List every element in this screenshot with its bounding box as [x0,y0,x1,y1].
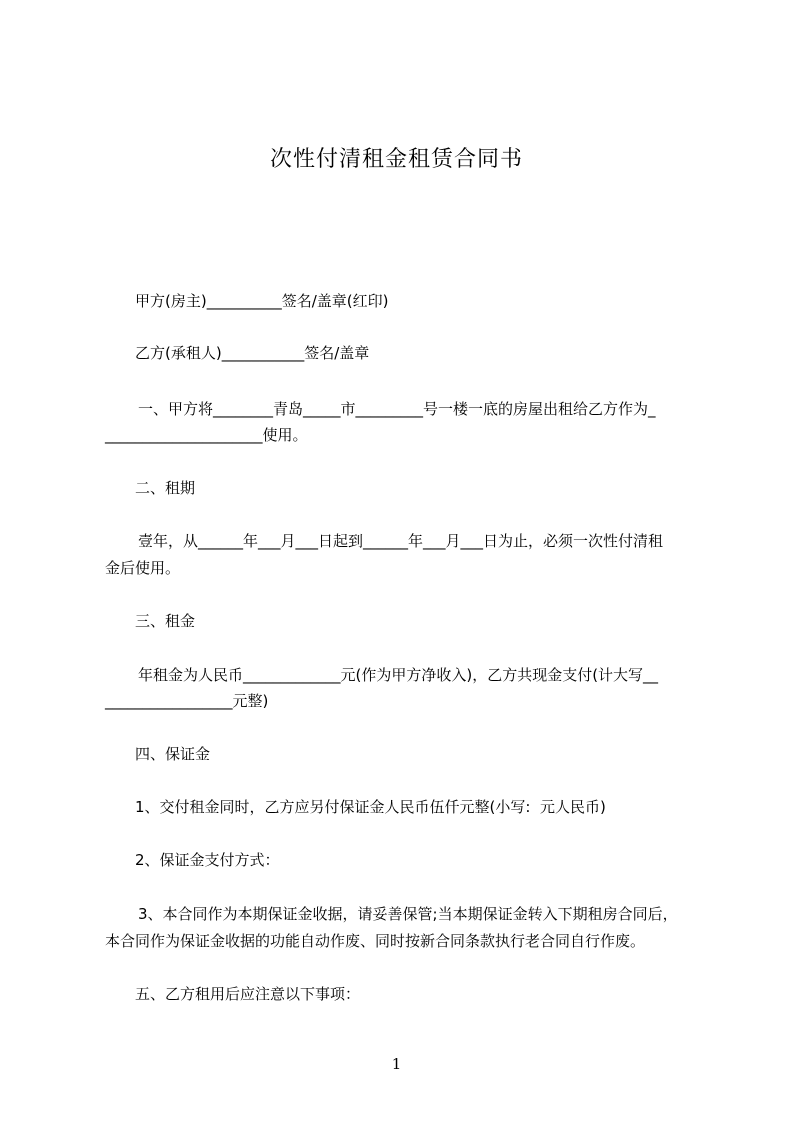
section5-heading: 五、乙方租用后应注意以下事项： [135,985,361,1003]
section4-item2: 2、保证金支付方式： [135,851,280,869]
section4-heading: 四、保证金 [135,745,211,763]
section4-item3-line2: 本合同作为保证金收据的功能自动作废、同时按新合同条款执行老合同自行作废。 [105,932,646,950]
section4-item1: 1、交付租金同时，乙方应另付保证金人民币伍仟元整(小写: 元人民币) [135,798,606,816]
section1-line2: _____________________使用。 [105,426,308,444]
page-number: 1 [391,1055,402,1073]
section2-heading: 二、租期 [135,479,196,497]
section1-line1: 一、甲方将________青岛_____市_________号一楼一底的房屋出租给乙方作为_ [138,400,656,418]
party-a-line: 甲方(房主)__________签名/盖章(红印) [135,292,389,310]
section3-line1: 年租金为人民币_____________元(作为甲方净收入)，乙方共现金支付(计大写__ [138,666,659,684]
section4-item3-line1: 3、本合同作为本期保证金收据，请妥善保管;当本期保证金转入下期租房合同后， [138,905,678,923]
section2-line1: 壹年，从______年___月___日起到______年___月___日为止，必须一次性付清租 [138,532,664,550]
party-b-line: 乙方(承租人)___________签名/盖章 [135,344,370,362]
section3-heading: 三、租金 [135,612,196,630]
document-title: 次性付清租金租赁合同书 [269,147,523,172]
section3-line2: _________________元整) [105,692,269,710]
section2-line2: 金后使用。 [105,559,181,577]
